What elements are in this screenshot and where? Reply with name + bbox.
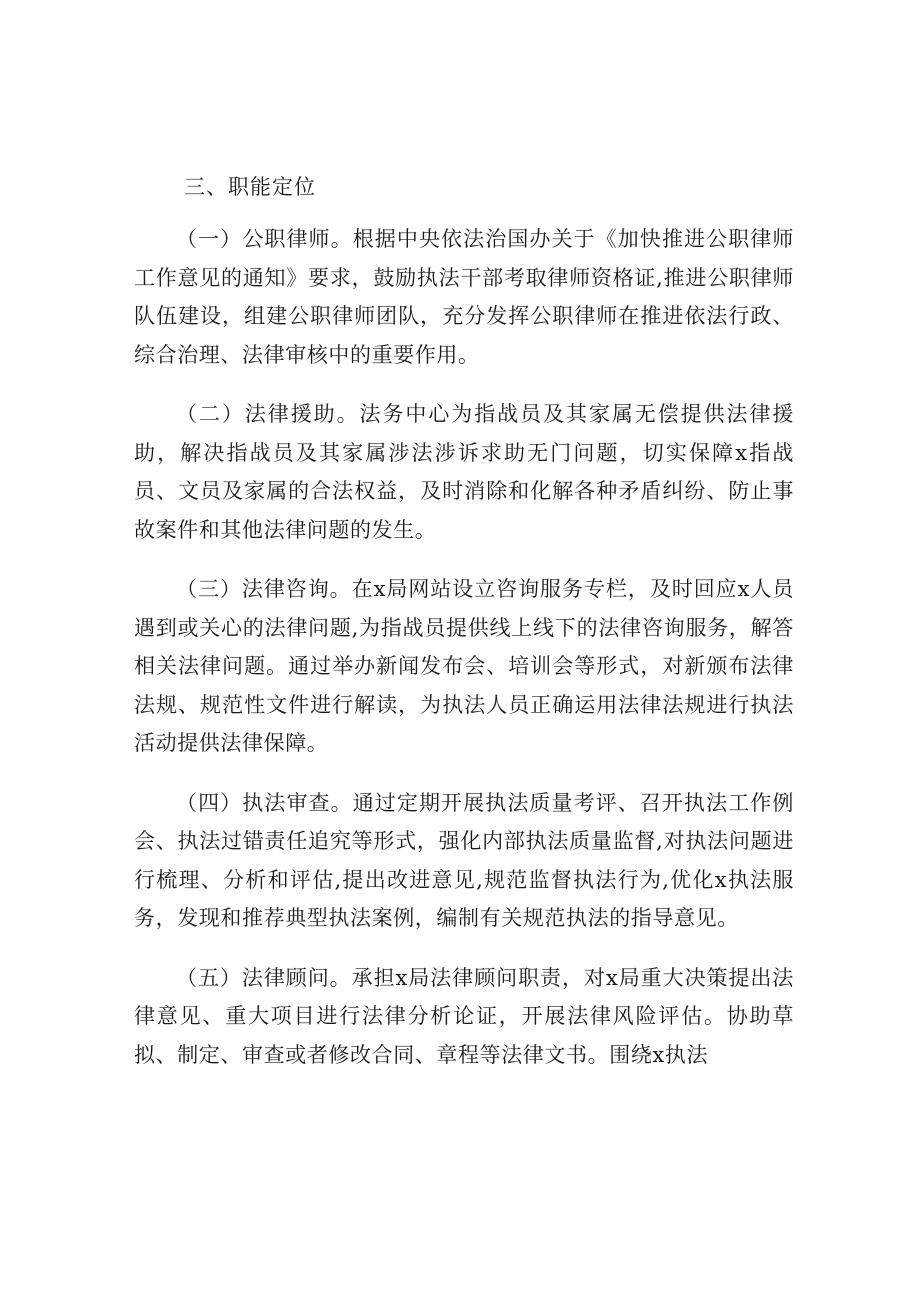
- section-heading: 三、职能定位: [184, 175, 316, 199]
- paragraph-legal-consultation: （三）法律咨询。在x局网站设立咨询服务专栏，及时回应x人员遇到或关心的法律问题,为指战员提供线上线下的法律咨询服务，解答相关法律问题。通过举办新闻发布会、培训会等形式，对新颁布法律法规、规范性文件进行解读，为执法人员正确运用法律法规进行执法活动提供法律保障。: [134, 577, 794, 755]
- paragraph-legal-advisor: （五）法律顾问。承担x局法律顾问职责，对x局重大决策提出法律意见、重大项目进行法律分析论证，开展法律风险评估。协助草拟、制定、审查或者修改合同、章程等法律文书。围绕x执法: [134, 965, 794, 1067]
- paragraph-law-enforcement-review: （四）执法审查。通过定期开展执法质量考评、召开执法工作例会、执法过错责任追究等形式，强化内部执法质量监督,对执法问题进行梳理、分析和评估,提出改进意见,规范监督执法行为,优化x执法服务，发现和推荐典型执法案例，编制有关规范执法的指导意见。: [134, 790, 794, 930]
- document-body: [134, 168, 794, 1095]
- paragraph-public-lawyer: （一）公职律师。根据中央依法治国办关于《加快推进公职律师工作意见的通知》要求，鼓励执法干部考取律师资格证,推进公职律师队伍建设，组建公职律师团队，充分发挥公职律师在推进依法行政、综合治理、法律审核中的重要作用。: [134, 227, 794, 367]
- paragraph-legal-aid: （二）法律援助。法务中心为指战员及其家属无偿提供法律援助，解决指战员及其家属涉法涉诉求助无门问题，切实保障x指战员、文员及家属的合法权益，及时消除和化解各种矛盾纠纷、防止事故案件和其他法律问题的发生。: [134, 402, 794, 542]
